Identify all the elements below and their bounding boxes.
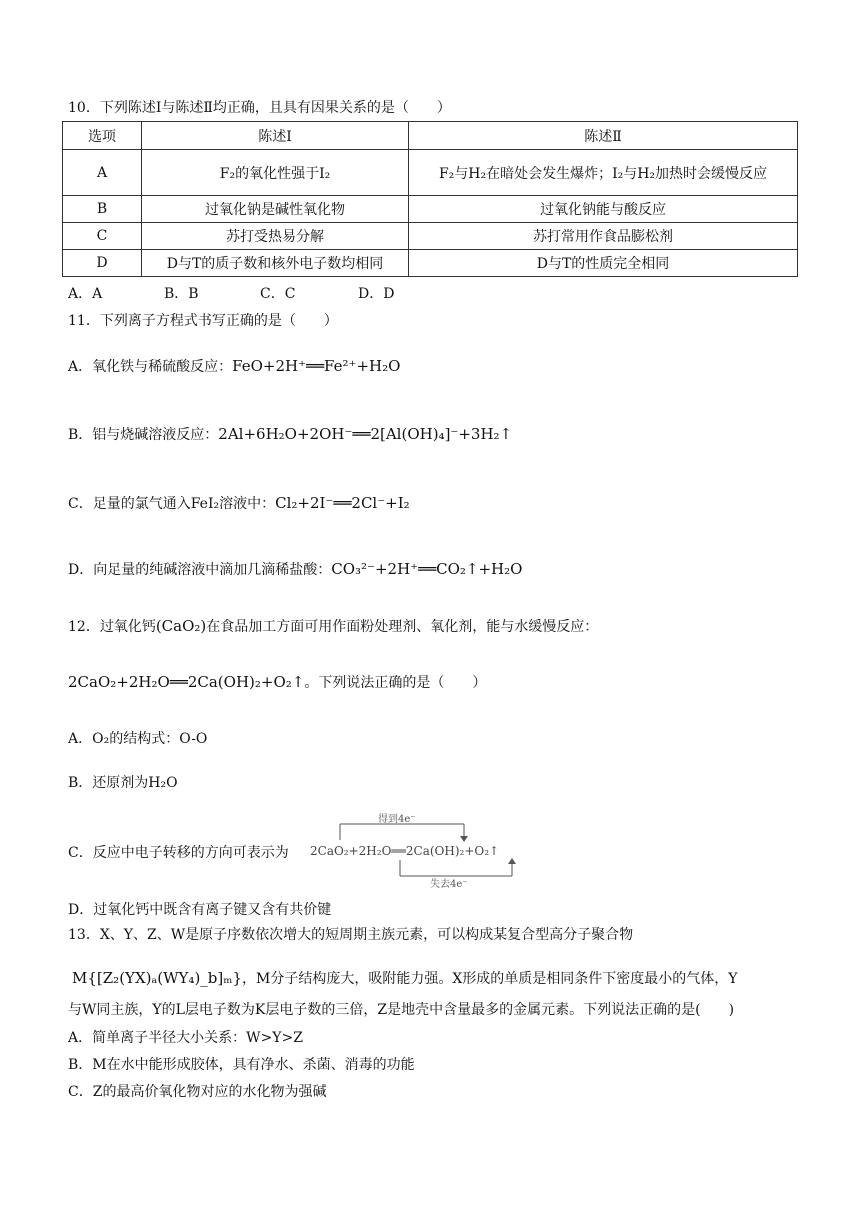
option-label: C．足量的氯气通入FeI₂溶液中： [68,496,276,512]
equation: FeO+2H⁺══Fe²⁺+H₂O [232,357,401,375]
statement2-cell: 苏打常用作食品膨松剂 [409,223,798,250]
option-cell: B [63,196,142,223]
q13-option-a[interactable]: A．简单离子半径大小关系：W>Y>Z [68,1030,303,1046]
stem-text: 在食品加工方面可用作面粉处理剂、氧化剂，能与水缓慢反应： [206,619,599,635]
gain-label: 得到4e⁻ [378,814,416,825]
statement1-cell: 过氧化钠是碱性氧化物 [142,196,409,223]
table-header-row [63,122,798,150]
choice-d[interactable]: D．D [358,286,395,302]
q12-option-b[interactable]: B．还原剂为H₂O [68,775,178,791]
option-label: B．铝与烧碱溶液反应： [68,427,219,443]
option-label: A．氧化铁与稀硫酸反应： [68,359,233,375]
q13-line2 [72,968,738,989]
statement1-cell: D与T的质子数和核外电子数均相同 [142,250,409,277]
stem-text: 12．过氧化钙 [68,619,156,635]
q11-option-a[interactable] [68,356,400,377]
statement1-cell: F₂的氧化性强于I₂ [142,150,409,196]
q10-choices [68,284,394,304]
stem-text: 。下列说法正确的是（ ） [304,675,487,691]
choice-b[interactable]: B．B [164,286,199,302]
table-row [63,150,798,196]
equation: Cl₂+2I⁻══2Cl⁻+I₂ [275,494,410,512]
electron-transfer-diagram [308,812,538,888]
q12-option-a[interactable]: A．O₂的结构式：O-O [68,731,208,747]
q12-option-c[interactable]: C．反应中电子转移的方向可表示为 [68,845,289,861]
q10-stem: 10．下列陈述Ⅰ与陈述Ⅱ均正确，且具有因果关系的是（ ） [68,100,451,116]
header-cell: 陈述Ⅱ [409,122,798,150]
choice-a[interactable]: A．A [68,286,103,302]
option-cell: C [63,223,142,250]
equation: CO₃²⁻+2H⁺══CO₂↑+H₂O [331,560,523,578]
stem-text: ，M分子结构庞大，吸附能力强。X形成的单质是相同条件下密度最小的气体，Y [242,971,738,987]
q11-option-c[interactable] [68,493,410,514]
header-cell: 选项 [63,122,142,150]
equation: 2CaO₂+2H₂O══2Ca(OH)₂+O₂↑ [68,673,305,691]
q10-table [62,121,798,277]
diagram-equation: 2CaO₂+2H₂O══2Ca(OH)₂+O₂↑ [310,844,500,858]
q13-option-b[interactable]: B．M在水中能形成胶体，具有净水、杀菌、消毒的功能 [68,1057,415,1073]
header-cell: 陈述Ⅰ [142,122,409,150]
table-row [63,223,798,250]
q12-option-d[interactable]: D．过氧化钙中既含有离子键又含有共价键 [68,902,332,918]
option-cell: A [63,150,142,196]
q11-option-d[interactable] [68,559,522,580]
statement2-cell: D与T的性质完全相同 [409,250,798,277]
equation: 2Al+6H₂O+2OH⁻══2[Al(OH)₄]⁻+3H₂↑ [218,425,513,443]
q13-line3: 与W同主族，Y的L层电子数为K层电子数的三倍，Z是地壳中含量最多的金属元素。下列说法正确的是( ) [68,1002,735,1018]
statement1-cell: 苏打受热易分解 [142,223,409,250]
table-row [63,196,798,223]
q12-stem [68,616,598,637]
option-cell: D [63,250,142,277]
polymer-formula: M{[Z₂(YX)ₐ(WY₄)_b]ₘ} [72,969,242,987]
statement2-cell: F₂与H₂在暗处会发生爆炸；I₂与H₂加热时会缓慢反应 [409,150,798,196]
q12-equation-line [68,672,486,693]
formula: (CaO₂) [155,617,207,635]
option-label: D．向足量的纯碱溶液中滴加几滴稀盐酸： [68,562,332,578]
table-row [63,250,798,277]
statement2-cell: 过氧化钠能与酸反应 [409,196,798,223]
q13-option-c[interactable]: C．Z的最高价氧化物对应的水化物为强碱 [68,1084,327,1100]
choice-c[interactable]: C．C [260,286,296,302]
q11-stem: 11．下列离子方程式书写正确的是（ ） [68,313,338,329]
loss-label: 失去4e⁻ [430,879,468,888]
q11-option-b[interactable] [68,424,512,445]
q13-stem: 13．X、Y、Z、W是原子序数依次增大的短周期主族元素，可以构成某复合型高分子聚合物 [68,927,634,943]
